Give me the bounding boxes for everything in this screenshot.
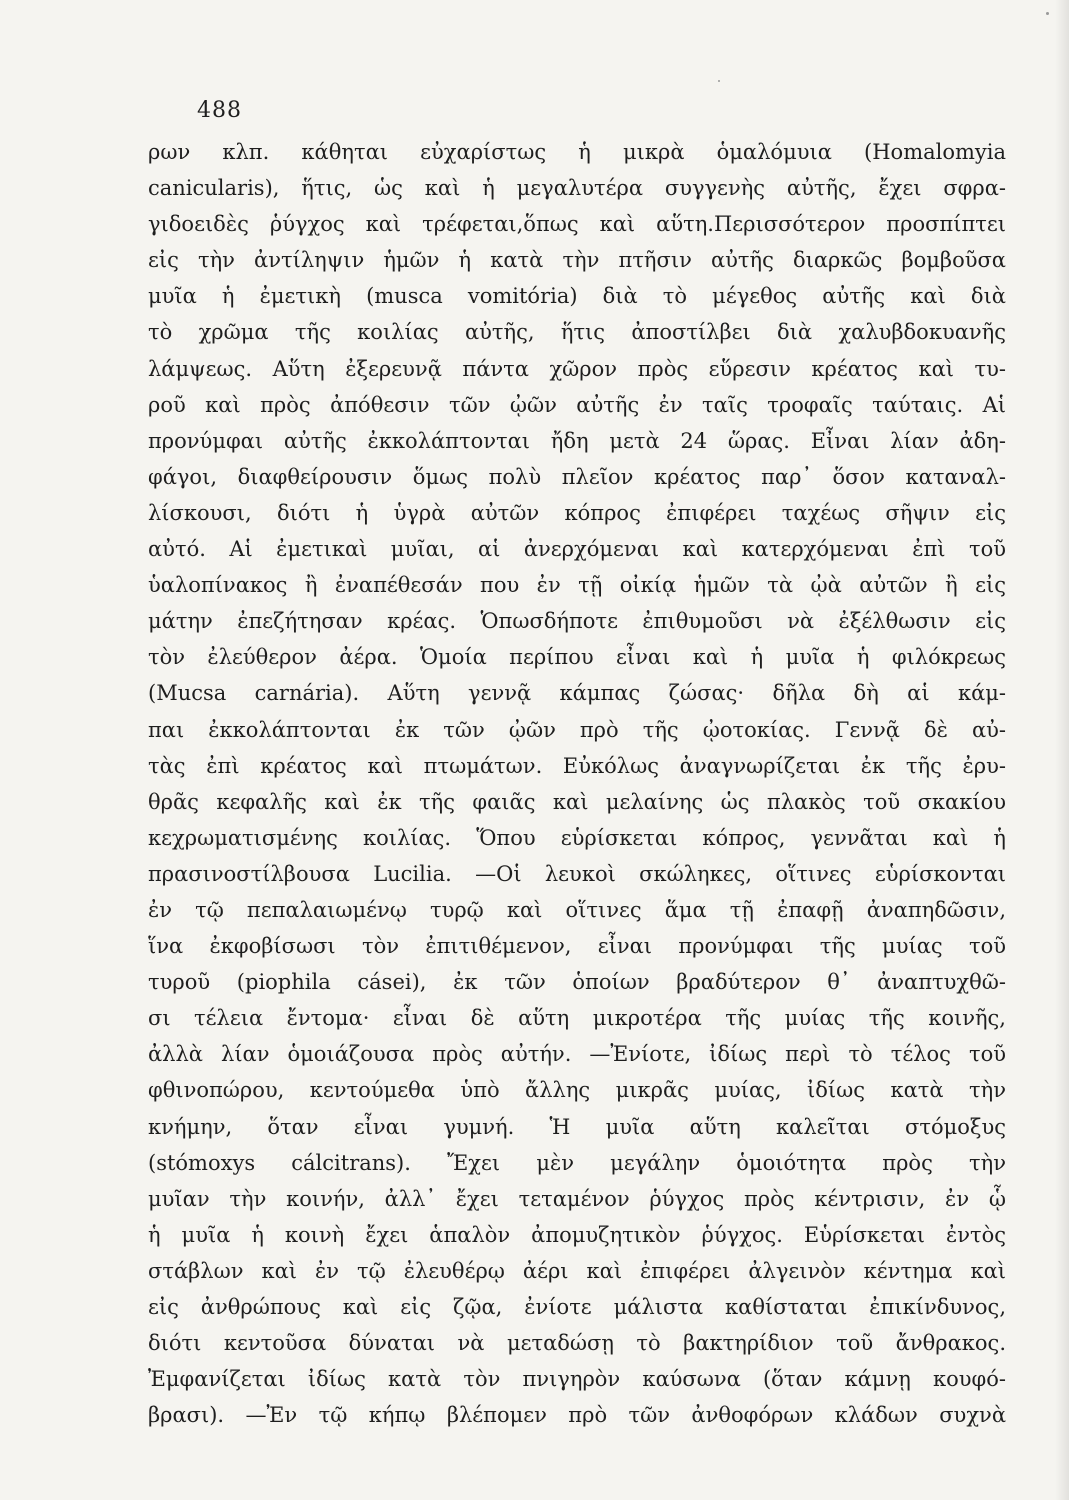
text-line: λίσκουσι, διότι ἡ ὑγρὰ αὐτῶν κόπρος ἐπιφέρει ταχέως σῆψιν εἰς (148, 500, 1006, 525)
text-line: φάγοι, διαφθείρουσιν ὅμως πολὺ πλεῖον κρέατος παρ᾽ ὅσον καταναλ- (148, 464, 1006, 489)
text-line: γιδοειδὲς ῥύγχος καὶ τρέφεται,ὅπως καὶ αὕτη.Περισσότερον προσπίπτει (148, 212, 1006, 237)
text-line: διότι κεντοῦσα δύναται νὰ μεταδώσῃ τὸ βακτηρίδιον τοῦ ἄνθρακος. (148, 1331, 1006, 1356)
text-line: (Mucsa carnária). Αὕτη γεννᾷ κάμπας ζώσας· δῆλα δὴ αἱ κάμ- (148, 681, 1006, 706)
text-line: φθινοπώρου, κεντούμεθα ὑπὸ ἄλλης μικρᾶς μυίας, ἰδίως κατὰ τὴν (148, 1078, 1006, 1103)
text-line: μυῖαν τὴν κοινήν, ἀλλ᾽ ἔχει τεταμένον ῥύγχος πρὸς κέντρισιν, ἐν ᾧ (148, 1186, 1006, 1211)
text-line: λάμψεως. Αὕτη ἐξερευνᾷ πάντα χῶρον πρὸς εὕρεσιν κρέατος καὶ τυ- (148, 356, 1006, 381)
text-line: τὸ χρῶμα τῆς κοιλίας αὐτῆς, ἥτις ἀποστίλβει διὰ χαλυβδοκυανῆς (148, 320, 1006, 345)
text-line: ὑαλοπίνακος ἢ ἐναπέθεσάν που ἐν τῇ οἰκίᾳ ἡμῶν τὰ ᾠὰ αὐτῶν ἢ εἰς (148, 573, 1006, 598)
text-line: σι τέλεια ἔντομα· εἶναι δὲ αὕτη μικροτέρα τῆς μυίας τῆς κοινῆς, (148, 1006, 1006, 1031)
text-line: canicularis), ἥτις, ὡς καὶ ἡ μεγαλυτέρα συγγενὴς αὐτῆς, ἔχει σφρα- (148, 176, 1006, 201)
text-line: εἰς ἀνθρώπους καὶ εἰς ζῷα, ἐνίοτε μάλιστα καθίσταται ἐπικίνδυνος, (148, 1295, 1006, 1319)
text-line: θρᾶς κεφαλῆς καὶ ἐκ τῆς φαιᾶς καὶ μελαίνης ὡς πλακὸς τοῦ σκακίου (148, 789, 1006, 814)
text-line: παι ἐκκολάπτονται ἐκ τῶν ᾠῶν πρὸ τῆς ᾠοτοκίας. Γεννᾷ δὲ αὐ- (148, 717, 1006, 742)
text-line: ἵνα ἐκφοβίσωσι τὸν ἐπιτιθέμενον, εἶναι προνύμφαι τῆς μυίας τοῦ (148, 934, 1006, 959)
text-line: κεχρωματισμένης κοιλίας. Ὅπου εὑρίσκεται κόπρος, γεννᾶται καὶ ἡ (148, 825, 1006, 850)
text-line: στάβλων καὶ ἐν τῷ ἐλευθέρῳ ἀέρι καὶ ἐπιφέρει ἀλγεινὸν κέντημα καὶ (148, 1258, 1006, 1283)
text-line: προνύμφαι αὐτῆς ἐκκολάπτονται ἤδη μετὰ 24 ὥρας. Εἶναι λίαν ἀδη- (148, 428, 1006, 453)
text-line: τὰς ἐπὶ κρέατος καὶ πτωμάτων. Εὐκόλως ἀναγνωρίζεται ἐκ τῆς ἐρυ- (148, 753, 1006, 778)
text-line: Ἐμφανίζεται ἰδίως κατὰ τὸν πνιγηρὸν καύσωνα (ὅταν κάμνῃ κουφό- (148, 1367, 1006, 1392)
text-line: κνήμην, ὅταν εἶναι γυμνή. Ἡ μυῖα αὕτη καλεῖται στόμοξυς (148, 1114, 1006, 1139)
page-number: 488 (197, 98, 242, 123)
text-line: (stómoxys cálcitrans). Ἔχει μὲν μεγάλην ὁμοιότητα πρὸς τὴν (148, 1150, 1006, 1175)
page-edge-shadow (1055, 0, 1069, 1500)
text-line: ἀλλὰ λίαν ὁμοιάζουσα πρὸς αὐτήν. —Ἐνίοτε, ἰδίως περὶ τὸ τέλος τοῦ (148, 1042, 1006, 1067)
text-line: τυροῦ (piophila cásei), ἐκ τῶν ὁποίων βραδύτερον θ᾽ ἀναπτυχθῶ- (148, 970, 1006, 995)
paper-speck (1046, 12, 1049, 15)
text-line: ἡ μυῖα ἡ κοινὴ ἔχει ἁπαλὸν ἀπομυζητικὸν ῥύγχος. Εὑρίσκεται ἐντὸς (148, 1222, 1006, 1247)
text-line: ρων κλπ. κάθηται εὐχαρίστως ἡ μικρὰ ὁμαλόμυια (Homalomyia (148, 140, 1006, 164)
text-line: αὐτό. Αἱ ἐμετικαὶ μυῖαι, αἱ ἀνερχόμεναι καὶ κατερχόμεναι ἐπὶ τοῦ (148, 537, 1006, 562)
text-line: εἰς τὴν ἀντίληψιν ἡμῶν ἡ κατὰ τὴν πτῆσιν αὐτῆς διαρκῶς βομβοῦσα (148, 248, 1006, 273)
text-line: πρασινοστίλβουσα Lucilia. —Οἱ λευκοὶ σκώληκες, οἵτινες εὑρίσκονται (148, 861, 1006, 886)
paper-speck (718, 80, 720, 82)
text-line: βρασι). —Ἐν τῷ κήπῳ βλέπομεν πρὸ τῶν ἀνθοφόρων κλάδων συχνὰ (148, 1403, 1006, 1428)
text-line: ἐν τῷ πεπαλαιωμένῳ τυρῷ καὶ οἵτινες ἅμα τῇ ἐπαφῇ ἀναπηδῶσιν, (148, 897, 1006, 922)
text-line: μυῖα ἡ ἐμετικὴ (musca vomitória) διὰ τὸ μέγεθος αὐτῆς καὶ διὰ (148, 284, 1006, 309)
body-text (148, 134, 1006, 1433)
text-line: ροῦ καὶ πρὸς ἀπόθεσιν τῶν ᾠῶν αὐτῆς ἐν ταῖς τροφαῖς ταύταις. Αἱ (148, 392, 1006, 417)
text-line: τὸν ἐλεύθερον ἀέρα. Ὁμοία περίπου εἶναι καὶ ἡ μυῖα ἡ φιλόκρεως (148, 645, 1006, 670)
text-line: μάτην ἐπεζήτησαν κρέας. Ὁπωσδήποτε ἐπιθυμοῦσι νὰ ἐξέλθωσιν εἰς (148, 609, 1006, 634)
